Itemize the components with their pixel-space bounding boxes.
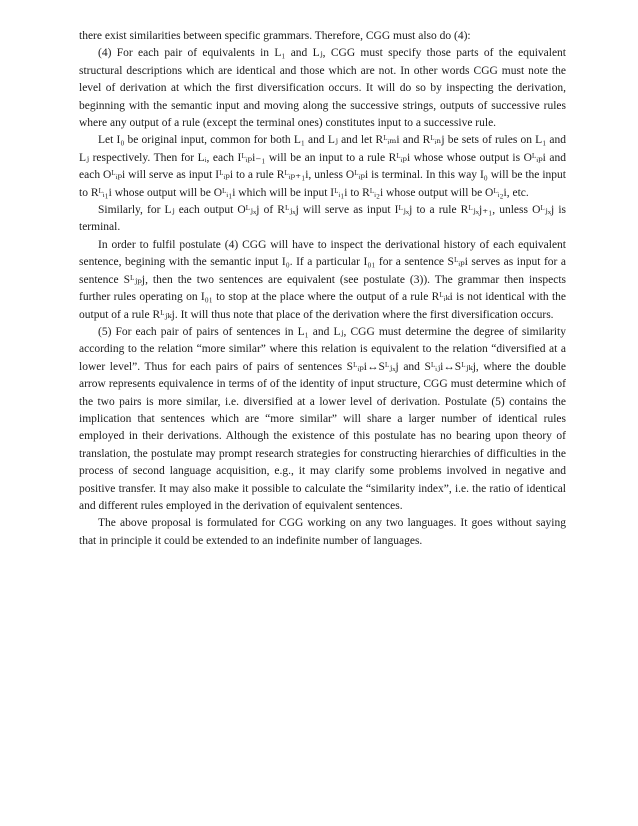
paragraph-rules-li: Let I₀ be original input, common for both L₁ and Lⱼ and let Rᴸᵢₘi and Rᴸᵢₙj be sets of rules on L₁ and Lⱼ respectively. Then for Lᵢ, each Iᴸᵢₚi₋₁ will be an input to a rule Rᴸᵢₚi whose whose output is Oᴸᵢₚi and each Oᴸᵢₚi will serve as input Iᴸᵢₚi to a rule Rᴸᵢₚ₊₁i, unless Oᴸᵢₚi is terminal. In this way I₀ will be the input to Rᴸᵢ₁i whose output will be Oᴸᵢ₁i which will be input Iᴸᵢ₁i to Rᴸᵢ₂i whose output will be Oᴸᵢ₂i, etc.	[79, 134, 566, 199]
paragraph-postulate-4: (4) For each pair of equivalents in L₁ and Lⱼ, CGG must specify those parts of the equivalent structural descriptions which are identical and those which are not. In other words CGG must note the level of derivation at which the first diversification occurs. It will do so by inspecting the derivation, beginning with the semantic input and moving along the successive strings, outputs of successive rules where any output of a rule (except the terminal ones) constitutes input to a successive rule.	[79, 47, 566, 130]
paragraph-postulate-5: (5) For each pair of pairs of sentences in L₁ and Lⱼ, CGG must determine the degree of similarity according to the relation “more similar” where this relation is equivalent to the relation “diversified at a lower level”. Thus for each pairs of pairs of sentences Sᴸᵢₚi↔Sᴸⱼₓj and Sᴸᵢⱼi↔Sᴸⱼₖj, where the double arrow represents equivalence in terms of of the identity of input structure, CGG must determine which of the two pairs is more similar, i.e. diversified at a lower level of derivation. Postulate (5) contains the implication that sentences which are “more similar” will share a larger number of identical rules employed in their derivations. Although the existence of this postulate has no bearing upon theory of translation, the postulate may prompt research strategies for constructing hierarchies of difficulties in the process of second language acquisition, e.g., it may clarify some problems involved in negative and positive transfer. It may also make it possible to calculate the “similarity index”, i.e. the ratio of identical and different rules employed in the derivation of equivalent sentences.	[79, 325, 566, 512]
document-page	[79, 28, 566, 550]
paragraph-rules-lj: Similarly, for Lⱼ each output Oᴸⱼₓj of Rᴸⱼₓj will serve as input Iᴸⱼₓj to a rule Rᴸⱼₓj₊₁, unless Oᴸⱼₓj is terminal.	[79, 204, 566, 234]
paragraph-conclusion: The above proposal is formulated for CGG working on any two languages. It goes without saying that in principle it could be extended to an indefinite number of languages.	[79, 517, 566, 547]
paragraph-intro: there exist similarities between specific grammars. Therefore, CGG must also do (4):	[79, 30, 471, 42]
paragraph-derivational-history: In order to fulfil postulate (4) CGG will have to inspect the derivational history of each equivalent sentence, begining with the semantic input I₀. If a particular I₀₁ for a sentence Sᴸᵢₚi serves as input for a sentence Sᴸⱼₚj, then the two sentences are equivalent (see postulate (3)). The grammar then inspects further rules operating on I₀₁ to stop at the place where the output of a rule Rᴸᵢₖi is not identical with the output of a rule Rᴸⱼₖj. It will thus note that place of the derivation where the first diversification occurs.	[79, 238, 566, 321]
